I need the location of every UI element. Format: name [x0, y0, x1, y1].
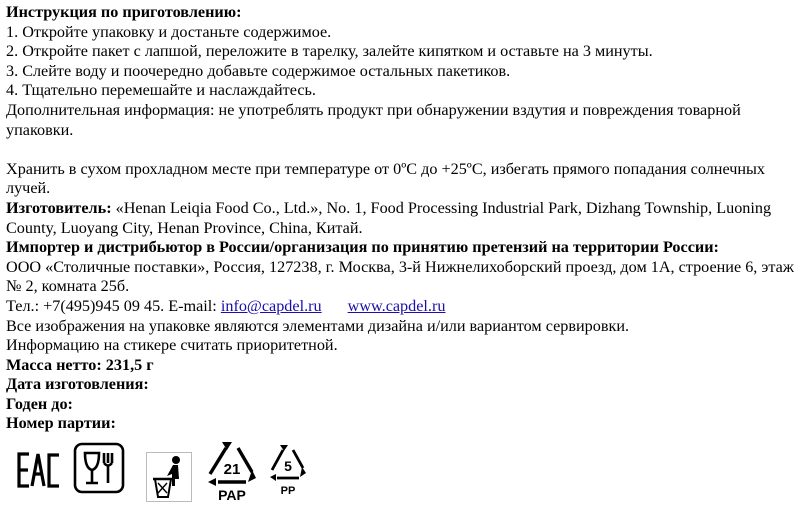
eac-mark-icon	[16, 440, 62, 494]
instructions-heading: Инструкция по приготовлению:	[6, 3, 242, 21]
best-before-label: Годен до:	[6, 394, 73, 413]
pp-label: PP	[280, 485, 296, 497]
importer-text: ООО «Столичные поставки», Россия, 127238, г. Москва, 3-й Нижнелихоборский проезд, дом 1А, строение 6, этаж № 2, комната 25б.	[6, 257, 794, 296]
additional-info: Дополнительная информация: не употреблять продукт при обнаружении вздутия и повреждения товарной упаковки.	[6, 100, 741, 139]
manufacturer-info	[6, 199, 794, 238]
instruction-step-3: 3. Слейте воду и поочередно добавьте содержимое остальных пакетиков.	[6, 61, 511, 80]
phone-text: Тел.: +7(495)945 09 45. E-mail:	[6, 296, 221, 315]
manufacturer-label: Изготовитель:	[6, 198, 112, 217]
design-note: Все изображения на упаковке являются элементами дизайна и/или вариантом сервировки.	[6, 316, 630, 335]
pap-code: 21	[223, 461, 241, 478]
instruction-step-4: 4. Тщательно перемешайте и наслаждайтесь.	[6, 81, 316, 100]
net-weight: Масса нетто: 231,5 г	[6, 355, 154, 374]
document-body	[6, 3, 794, 434]
production-date-label: Дата изготовления:	[6, 375, 149, 394]
email-link[interactable]: info@capdel.ru	[220, 296, 322, 315]
instruction-step-2: 2. Откройте пакет с лапшой, переложите в тарелку, залейте кипятком и оставьте на 3 минуты.	[6, 42, 653, 61]
tidyman-icon	[146, 452, 192, 502]
storage-conditions: Хранить в сухом прохладном месте при температуре от 0ºС до +25ºС, избегать прямого попадания солнечных лучей.	[6, 159, 766, 198]
certification-icons	[16, 440, 316, 502]
website-link[interactable]: www.capdel.ru	[347, 296, 446, 315]
pap-label: PAP	[218, 487, 246, 502]
manufacturer-text: «Henan Leiqia Food Co., Ltd.», No. 1, Food Processing Industrial Park, Dizhang Township, Luoning County, Luoyang City, Henan Province, China, Китай.	[6, 198, 772, 237]
recycling-pap-icon	[200, 440, 264, 502]
contacts-line	[6, 297, 794, 317]
sticker-note: Информацию на стикере считать приоритетной.	[6, 336, 338, 355]
glass-fork-icon	[71, 440, 127, 496]
recycling-pp-icon	[266, 442, 310, 500]
importer-label: Импортер и дистрибьютор в России/организация по принятию претензий на территории России:	[6, 238, 719, 257]
spacer	[6, 140, 794, 160]
pp-code: 5	[284, 458, 292, 474]
batch-number-label: Номер партии:	[6, 414, 116, 433]
instruction-step-1: 1. Откройте упаковку и достаньте содержимое.	[6, 22, 332, 41]
